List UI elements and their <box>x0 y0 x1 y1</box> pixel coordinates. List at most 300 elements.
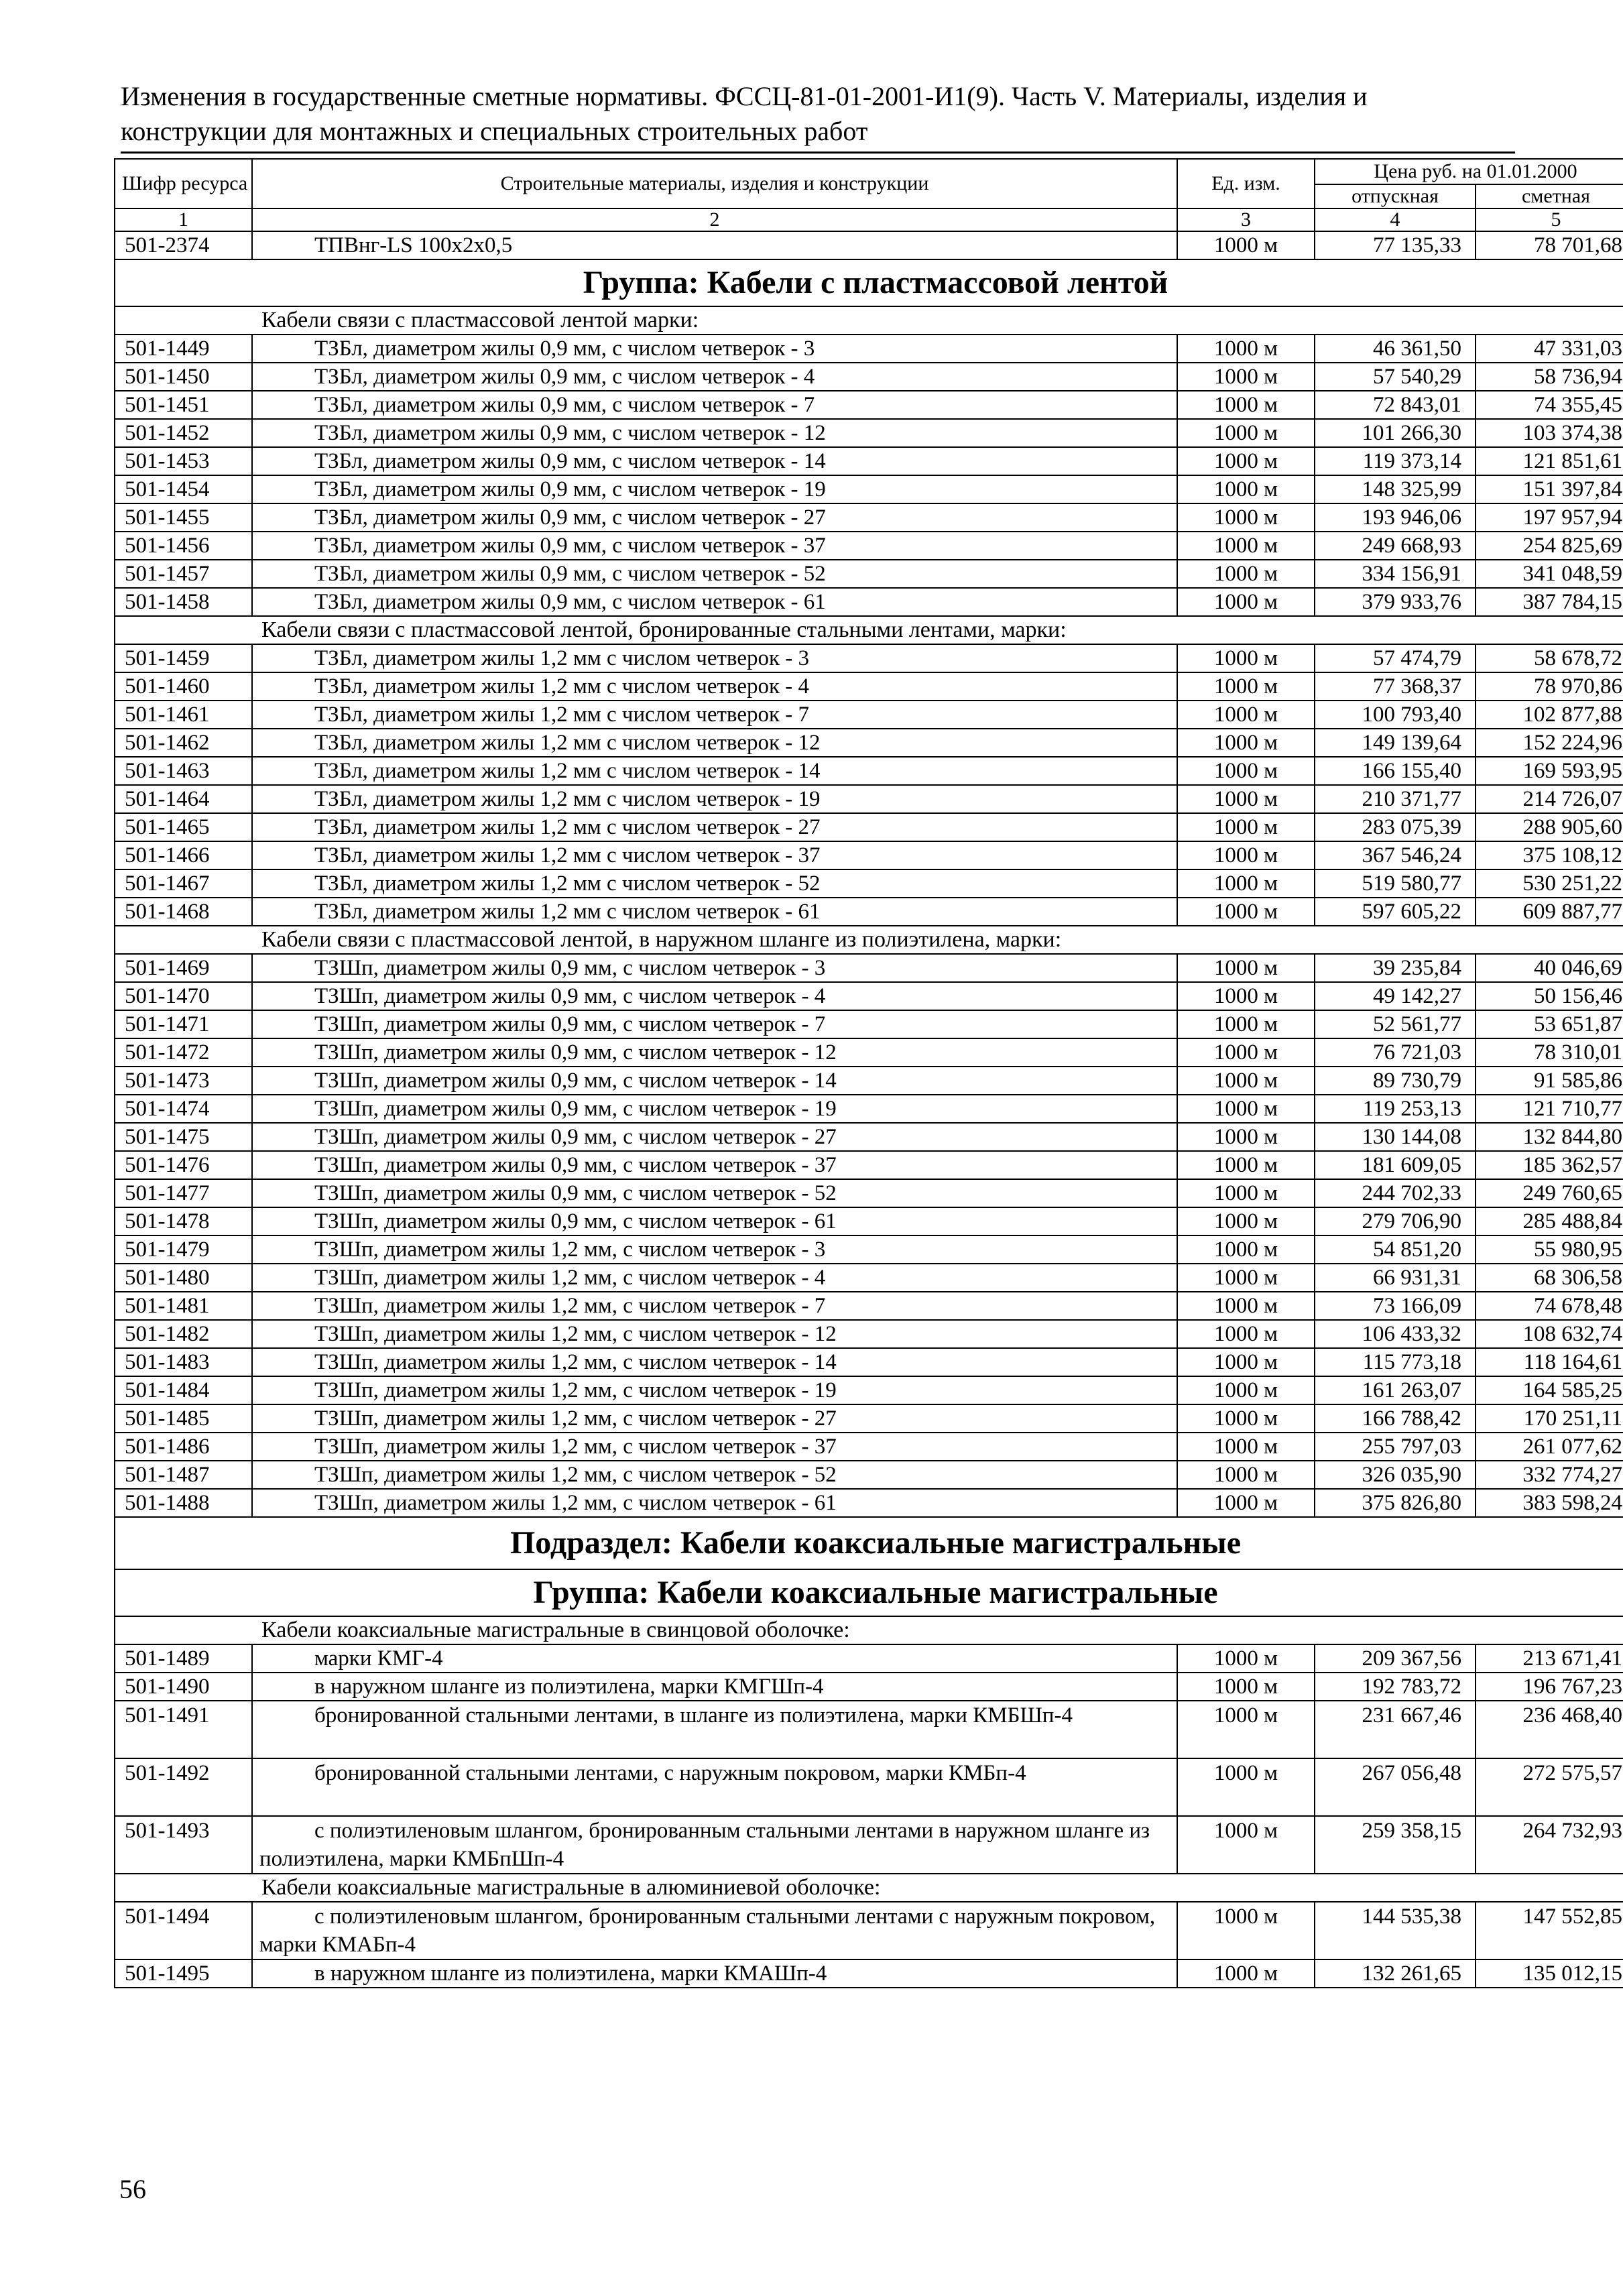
material-name: ТЗШп, диаметром жилы 0,9 мм, с числом четверок - 3 <box>252 954 1177 982</box>
release-price: 52 561,77 <box>1315 1010 1476 1038</box>
release-price: 326 035,90 <box>1315 1461 1476 1489</box>
material-name: ТЗШп, диаметром жилы 0,9 мм, с числом четверок - 19 <box>252 1095 1177 1123</box>
material-name: ТЗШп, диаметром жилы 1,2 мм, с числом четверок - 52 <box>252 1461 1177 1489</box>
release-price: 72 843,01 <box>1315 391 1476 419</box>
resource-code: 501-1454 <box>115 475 252 503</box>
group-heading: Группа: Кабели с пластмассовой лентой <box>115 259 1623 306</box>
material-name: в наружном шланге из полиэтилена, марки КМАШп-4 <box>252 1959 1177 1988</box>
release-price: 57 474,79 <box>1315 644 1476 672</box>
release-price: 181 609,05 <box>1315 1151 1476 1179</box>
resource-code: 501-1486 <box>115 1433 252 1461</box>
estimate-price: 147 552,85 <box>1476 1902 1623 1959</box>
release-price: 192 783,72 <box>1315 1673 1476 1701</box>
release-price: 119 253,13 <box>1315 1095 1476 1123</box>
resource-code: 501-1472 <box>115 1038 252 1067</box>
table-row <box>115 1235 1623 1264</box>
unit-cell: 1000 м <box>1177 1644 1315 1673</box>
release-price: 375 826,80 <box>1315 1489 1476 1517</box>
unit-cell: 1000 м <box>1177 869 1315 898</box>
unit-cell: 1000 м <box>1177 644 1315 672</box>
release-price: 279 706,90 <box>1315 1207 1476 1235</box>
unit-cell: 1000 м <box>1177 419 1315 447</box>
material-name: ТЗШп, диаметром жилы 0,9 мм, с числом четверок - 4 <box>252 982 1177 1010</box>
subgroup-row <box>115 1874 1623 1902</box>
table-row <box>115 644 1623 672</box>
table-row <box>115 1038 1623 1067</box>
table-row <box>115 757 1623 785</box>
table-row <box>115 231 1623 259</box>
table-row <box>115 532 1623 560</box>
unit-cell: 1000 м <box>1177 447 1315 475</box>
header-rule <box>121 152 1515 154</box>
unit-cell: 1000 м <box>1177 1067 1315 1095</box>
release-price: 119 373,14 <box>1315 447 1476 475</box>
release-price: 519 580,77 <box>1315 869 1476 898</box>
estimate-price: 341 048,59 <box>1476 560 1623 588</box>
release-price: 231 667,46 <box>1315 1701 1476 1758</box>
estimate-price: 132 844,80 <box>1476 1123 1623 1151</box>
estimate-price: 103 374,38 <box>1476 419 1623 447</box>
table-row <box>115 841 1623 869</box>
section-heading: Подраздел: Кабели коаксиальные магистральные <box>115 1517 1623 1569</box>
estimate-price: 68 306,58 <box>1476 1264 1623 1292</box>
estimate-price: 74 355,45 <box>1476 391 1623 419</box>
estimate-price: 58 736,94 <box>1476 363 1623 391</box>
estimate-price: 383 598,24 <box>1476 1489 1623 1517</box>
table-row <box>115 785 1623 813</box>
table-row <box>115 982 1623 1010</box>
resource-code: 501-1452 <box>115 419 252 447</box>
material-name: ТЗБл, диаметром жилы 0,9 мм, с числом четверок - 14 <box>252 447 1177 475</box>
resource-code: 501-1457 <box>115 560 252 588</box>
resource-code: 501-1482 <box>115 1320 252 1348</box>
table-row <box>115 1151 1623 1179</box>
estimate-price: 170 251,11 <box>1476 1404 1623 1433</box>
estimate-price: 152 224,96 <box>1476 729 1623 757</box>
resource-code: 501-1494 <box>115 1902 252 1959</box>
release-price: 255 797,03 <box>1315 1433 1476 1461</box>
estimate-price: 121 851,61 <box>1476 447 1623 475</box>
table-body <box>115 231 1623 1988</box>
material-name: ТЗБл, диаметром жилы 0,9 мм, с числом четверок - 12 <box>252 419 1177 447</box>
estimate-price: 261 077,62 <box>1476 1433 1623 1461</box>
table-row <box>115 475 1623 503</box>
release-price: 209 367,56 <box>1315 1644 1476 1673</box>
resource-code: 501-1478 <box>115 1207 252 1235</box>
material-name: ТЗБл, диаметром жилы 1,2 мм с числом четверок - 7 <box>252 701 1177 729</box>
unit-cell: 1000 м <box>1177 1673 1315 1701</box>
material-name: ТЗШп, диаметром жилы 1,2 мм, с числом четверок - 3 <box>252 1235 1177 1264</box>
table-row <box>115 869 1623 898</box>
unit-cell: 1000 м <box>1177 954 1315 982</box>
release-price: 148 325,99 <box>1315 475 1476 503</box>
material-name: ТЗБл, диаметром жилы 0,9 мм, с числом четверок - 27 <box>252 503 1177 532</box>
group-row <box>115 1569 1623 1616</box>
column-index: 5 <box>1476 208 1623 231</box>
resource-code: 501-1456 <box>115 532 252 560</box>
release-price: 66 931,31 <box>1315 1264 1476 1292</box>
table-row <box>115 1292 1623 1320</box>
unit-cell: 1000 м <box>1177 1235 1315 1264</box>
resource-code: 501-1449 <box>115 335 252 363</box>
resource-code: 501-1479 <box>115 1235 252 1264</box>
resource-code: 501-1485 <box>115 1404 252 1433</box>
material-name: бронированной стальными лентами, в шланге из полиэтилена, марки КМБШп-4 <box>252 1701 1177 1758</box>
resource-code: 501-1466 <box>115 841 252 869</box>
table-row <box>115 447 1623 475</box>
material-name: ТЗБл, диаметром жилы 1,2 мм с числом четверок - 61 <box>252 898 1177 926</box>
material-name: ТЗБл, диаметром жилы 1,2 мм с числом четверок - 52 <box>252 869 1177 898</box>
table-row <box>115 1644 1623 1673</box>
unit-cell: 1000 м <box>1177 1179 1315 1207</box>
estimate-price: 78 701,68 <box>1476 231 1623 259</box>
material-name: ТЗБл, диаметром жилы 0,9 мм, с числом четверок - 4 <box>252 363 1177 391</box>
unit-cell: 1000 м <box>1177 898 1315 926</box>
table-row <box>115 335 1623 363</box>
material-name: ТЗБл, диаметром жилы 1,2 мм с числом четверок - 4 <box>252 672 1177 701</box>
resource-code: 501-1453 <box>115 447 252 475</box>
estimate-price: 213 671,41 <box>1476 1644 1623 1673</box>
material-name: ТЗШп, диаметром жилы 0,9 мм, с числом четверок - 27 <box>252 1123 1177 1151</box>
resource-code: 501-1491 <box>115 1701 252 1758</box>
subgroup-heading: Кабели связи с пластмассовой лентой марки: <box>115 306 1623 335</box>
release-price: 77 135,33 <box>1315 231 1476 259</box>
subgroup-heading: Кабели коаксиальные магистральные в свинцовой оболочке: <box>115 1616 1623 1644</box>
release-price: 77 368,37 <box>1315 672 1476 701</box>
release-price: 193 946,06 <box>1315 503 1476 532</box>
release-price: 46 361,50 <box>1315 335 1476 363</box>
material-name: ТЗБл, диаметром жилы 0,9 мм, с числом четверок - 19 <box>252 475 1177 503</box>
subgroup-row <box>115 306 1623 335</box>
estimate-price: 236 468,40 <box>1476 1701 1623 1758</box>
release-price: 130 144,08 <box>1315 1123 1476 1151</box>
material-name: ТЗБл, диаметром жилы 0,9 мм, с числом четверок - 61 <box>252 588 1177 616</box>
table-row <box>115 898 1623 926</box>
section-row <box>115 1517 1623 1569</box>
resource-code: 501-1469 <box>115 954 252 982</box>
release-price: 39 235,84 <box>1315 954 1476 982</box>
release-price: 267 056,48 <box>1315 1758 1476 1816</box>
estimate-price: 58 678,72 <box>1476 644 1623 672</box>
page-number: 56 <box>119 2174 146 2204</box>
subgroup-heading: Кабели связи с пластмассовой лентой, бронированные стальными лентами, марки: <box>115 616 1623 644</box>
unit-cell: 1000 м <box>1177 1207 1315 1235</box>
resource-code: 501-1490 <box>115 1673 252 1701</box>
material-name: ТЗБл, диаметром жилы 1,2 мм с числом четверок - 37 <box>252 841 1177 869</box>
unit-cell: 1000 м <box>1177 1489 1315 1517</box>
table-row <box>115 1179 1623 1207</box>
estimate-price: 50 156,46 <box>1476 982 1623 1010</box>
table-row <box>115 1376 1623 1404</box>
estimate-price: 332 774,27 <box>1476 1461 1623 1489</box>
unit-cell: 1000 м <box>1177 813 1315 841</box>
unit-cell: 1000 м <box>1177 1404 1315 1433</box>
table-row <box>115 729 1623 757</box>
table-row <box>115 1902 1623 1959</box>
estimate-price: 530 251,22 <box>1476 869 1623 898</box>
table-row <box>115 391 1623 419</box>
column-index: 3 <box>1177 208 1315 231</box>
table-row <box>115 672 1623 701</box>
unit-cell: 1000 м <box>1177 588 1315 616</box>
header-estimate-price: сметная <box>1476 184 1623 208</box>
unit-cell: 1000 м <box>1177 560 1315 588</box>
material-name: ТЗБл, диаметром жилы 1,2 мм с числом четверок - 19 <box>252 785 1177 813</box>
unit-cell: 1000 м <box>1177 1959 1315 1988</box>
release-price: 259 358,15 <box>1315 1816 1476 1874</box>
estimate-price: 40 046,69 <box>1476 954 1623 982</box>
resource-code: 501-1489 <box>115 1644 252 1673</box>
material-name: с полиэтиленовым шлангом, бронированным стальными лентами в наружном шланге из полиэтилена, марки КМБпШп-4 <box>252 1816 1177 1874</box>
table-row <box>115 1461 1623 1489</box>
release-price: 283 075,39 <box>1315 813 1476 841</box>
resource-code: 501-1458 <box>115 588 252 616</box>
resource-code: 501-1473 <box>115 1067 252 1095</box>
header-line-2: конструкции для монтажных и специальных строительных работ <box>121 116 868 146</box>
release-price: 367 546,24 <box>1315 841 1476 869</box>
table-row <box>115 1123 1623 1151</box>
resource-code: 501-1451 <box>115 391 252 419</box>
group-heading: Группа: Кабели коаксиальные магистральные <box>115 1569 1623 1616</box>
resource-code: 501-1461 <box>115 701 252 729</box>
column-index: 1 <box>115 208 252 231</box>
subgroup-heading: Кабели связи с пластмассовой лентой, в наружном шланге из полиэтилена, марки: <box>115 926 1623 954</box>
estimate-price: 74 678,48 <box>1476 1292 1623 1320</box>
unit-cell: 1000 м <box>1177 757 1315 785</box>
header-price: Цена руб. на 01.01.2000 <box>1315 159 1623 184</box>
estimate-price: 387 784,15 <box>1476 588 1623 616</box>
table-row <box>115 1673 1623 1701</box>
estimate-price: 254 825,69 <box>1476 532 1623 560</box>
unit-cell: 1000 м <box>1177 982 1315 1010</box>
release-price: 132 261,65 <box>1315 1959 1476 1988</box>
material-name: ТЗШп, диаметром жилы 1,2 мм, с числом четверок - 14 <box>252 1348 1177 1376</box>
unit-cell: 1000 м <box>1177 1348 1315 1376</box>
header-unit: Ед. изм. <box>1177 159 1315 208</box>
resource-code: 501-2374 <box>115 231 252 259</box>
table-row <box>115 1959 1623 1988</box>
resource-code: 501-1465 <box>115 813 252 841</box>
table-row <box>115 1348 1623 1376</box>
material-name: ТЗБл, диаметром жилы 1,2 мм с числом четверок - 27 <box>252 813 1177 841</box>
material-name: ТЗШп, диаметром жилы 1,2 мм, с числом четверок - 37 <box>252 1433 1177 1461</box>
resource-code: 501-1484 <box>115 1376 252 1404</box>
unit-cell: 1000 м <box>1177 475 1315 503</box>
estimate-price: 47 331,03 <box>1476 335 1623 363</box>
release-price: 161 263,07 <box>1315 1376 1476 1404</box>
unit-cell: 1000 м <box>1177 729 1315 757</box>
table-row <box>115 1433 1623 1461</box>
unit-cell: 1000 м <box>1177 1320 1315 1348</box>
release-price: 100 793,40 <box>1315 701 1476 729</box>
estimate-price: 118 164,61 <box>1476 1348 1623 1376</box>
resource-code: 501-1462 <box>115 729 252 757</box>
release-price: 334 156,91 <box>1315 560 1476 588</box>
estimate-price: 169 593,95 <box>1476 757 1623 785</box>
resource-code: 501-1487 <box>115 1461 252 1489</box>
table-row <box>115 1701 1623 1758</box>
release-price: 149 139,64 <box>1315 729 1476 757</box>
page-header <box>121 79 1515 149</box>
unit-cell: 1000 м <box>1177 1376 1315 1404</box>
material-name: бронированной стальными лентами, с наружным покровом, марки КМБп-4 <box>252 1758 1177 1816</box>
resource-code: 501-1467 <box>115 869 252 898</box>
price-table <box>114 158 1623 1988</box>
estimate-price: 91 585,86 <box>1476 1067 1623 1095</box>
resource-code: 501-1471 <box>115 1010 252 1038</box>
release-price: 89 730,79 <box>1315 1067 1476 1095</box>
unit-cell: 1000 м <box>1177 785 1315 813</box>
resource-code: 501-1493 <box>115 1816 252 1874</box>
material-name: ТЗБл, диаметром жилы 0,9 мм, с числом четверок - 52 <box>252 560 1177 588</box>
material-name: ТЗШп, диаметром жилы 0,9 мм, с числом четверок - 12 <box>252 1038 1177 1067</box>
estimate-price: 197 957,94 <box>1476 503 1623 532</box>
table-row <box>115 588 1623 616</box>
resource-code: 501-1481 <box>115 1292 252 1320</box>
table-row <box>115 503 1623 532</box>
unit-cell: 1000 м <box>1177 1264 1315 1292</box>
release-price: 244 702,33 <box>1315 1179 1476 1207</box>
release-price: 73 166,09 <box>1315 1292 1476 1320</box>
table-row <box>115 363 1623 391</box>
table-row <box>115 701 1623 729</box>
material-name: ТЗШп, диаметром жилы 1,2 мм, с числом четверок - 61 <box>252 1489 1177 1517</box>
resource-code: 501-1470 <box>115 982 252 1010</box>
unit-cell: 1000 м <box>1177 701 1315 729</box>
material-name: ТЗБл, диаметром жилы 0,9 мм, с числом четверок - 3 <box>252 335 1177 363</box>
resource-code: 501-1480 <box>115 1264 252 1292</box>
unit-cell: 1000 м <box>1177 1292 1315 1320</box>
release-price: 379 933,76 <box>1315 588 1476 616</box>
release-price: 49 142,27 <box>1315 982 1476 1010</box>
material-name: ТЗШп, диаметром жилы 0,9 мм, с числом четверок - 52 <box>252 1179 1177 1207</box>
unit-cell: 1000 м <box>1177 503 1315 532</box>
unit-cell: 1000 м <box>1177 1433 1315 1461</box>
header-line-1: Изменения в государственные сметные нормативы. ФССЦ-81-01-2001-И1(9). Часть V. Материалы, изделия и <box>121 81 1368 111</box>
group-row <box>115 259 1623 306</box>
table-row <box>115 1758 1623 1816</box>
estimate-price: 53 651,87 <box>1476 1010 1623 1038</box>
release-price: 166 155,40 <box>1315 757 1476 785</box>
header-code: Шифр ресурса <box>115 159 252 208</box>
release-price: 597 605,22 <box>1315 898 1476 926</box>
unit-cell: 1000 м <box>1177 391 1315 419</box>
table-row <box>115 1207 1623 1235</box>
unit-cell: 1000 м <box>1177 1701 1315 1758</box>
estimate-price: 121 710,77 <box>1476 1095 1623 1123</box>
estimate-price: 55 980,95 <box>1476 1235 1623 1264</box>
material-name: ТЗБл, диаметром жилы 0,9 мм, с числом четверок - 37 <box>252 532 1177 560</box>
table-row <box>115 954 1623 982</box>
resource-code: 501-1463 <box>115 757 252 785</box>
resource-code: 501-1477 <box>115 1179 252 1207</box>
material-name: ТЗБл, диаметром жилы 1,2 мм с числом четверок - 14 <box>252 757 1177 785</box>
subgroup-row <box>115 616 1623 644</box>
unit-cell: 1000 м <box>1177 335 1315 363</box>
table-row <box>115 1489 1623 1517</box>
release-price: 210 371,77 <box>1315 785 1476 813</box>
resource-code: 501-1468 <box>115 898 252 926</box>
material-name: ТЗШп, диаметром жилы 1,2 мм, с числом четверок - 7 <box>252 1292 1177 1320</box>
estimate-price: 249 760,65 <box>1476 1179 1623 1207</box>
estimate-price: 285 488,84 <box>1476 1207 1623 1235</box>
unit-cell: 1000 м <box>1177 672 1315 701</box>
resource-code: 501-1460 <box>115 672 252 701</box>
estimate-price: 609 887,77 <box>1476 898 1623 926</box>
material-name: ТЗШп, диаметром жилы 0,9 мм, с числом четверок - 7 <box>252 1010 1177 1038</box>
resource-code: 501-1475 <box>115 1123 252 1151</box>
unit-cell: 1000 м <box>1177 1816 1315 1874</box>
estimate-price: 264 732,93 <box>1476 1816 1623 1874</box>
material-name: ТЗШп, диаметром жилы 0,9 мм, с числом четверок - 61 <box>252 1207 1177 1235</box>
estimate-price: 272 575,57 <box>1476 1758 1623 1816</box>
resource-code: 501-1464 <box>115 785 252 813</box>
material-name: ТЗШп, диаметром жилы 1,2 мм, с числом четверок - 19 <box>252 1376 1177 1404</box>
material-name: ТЗШп, диаметром жилы 1,2 мм, с числом четверок - 12 <box>252 1320 1177 1348</box>
release-price: 101 266,30 <box>1315 419 1476 447</box>
release-price: 57 540,29 <box>1315 363 1476 391</box>
unit-cell: 1000 м <box>1177 363 1315 391</box>
unit-cell: 1000 м <box>1177 1038 1315 1067</box>
resource-code: 501-1488 <box>115 1489 252 1517</box>
material-name: с полиэтиленовым шлангом, бронированным стальными лентами с наружным покровом, марки КМАБп-4 <box>252 1902 1177 1959</box>
table-row <box>115 560 1623 588</box>
estimate-price: 185 362,57 <box>1476 1151 1623 1179</box>
material-name: ТЗБл, диаметром жилы 1,2 мм с числом четверок - 3 <box>252 644 1177 672</box>
estimate-price: 102 877,88 <box>1476 701 1623 729</box>
estimate-price: 196 767,23 <box>1476 1673 1623 1701</box>
unit-cell: 1000 м <box>1177 841 1315 869</box>
table-row <box>115 1095 1623 1123</box>
release-price: 106 433,32 <box>1315 1320 1476 1348</box>
table-row <box>115 1067 1623 1095</box>
material-name: ТЗШп, диаметром жилы 0,9 мм, с числом четверок - 14 <box>252 1067 1177 1095</box>
material-name: ТЗШп, диаметром жилы 0,9 мм, с числом четверок - 37 <box>252 1151 1177 1179</box>
unit-cell: 1000 м <box>1177 1758 1315 1816</box>
release-price: 144 535,38 <box>1315 1902 1476 1959</box>
subgroup-row <box>115 1616 1623 1644</box>
release-price: 115 773,18 <box>1315 1348 1476 1376</box>
header-release-price: отпускная <box>1315 184 1476 208</box>
resource-code: 501-1495 <box>115 1959 252 1988</box>
material-name: ТЗШп, диаметром жилы 1,2 мм, с числом четверок - 27 <box>252 1404 1177 1433</box>
table-row <box>115 1320 1623 1348</box>
estimate-price: 78 310,01 <box>1476 1038 1623 1067</box>
estimate-price: 214 726,07 <box>1476 785 1623 813</box>
release-price: 54 851,20 <box>1315 1235 1476 1264</box>
table-row <box>115 1010 1623 1038</box>
material-name: ТЗБл, диаметром жилы 1,2 мм с числом четверок - 12 <box>252 729 1177 757</box>
resource-code: 501-1476 <box>115 1151 252 1179</box>
unit-cell: 1000 м <box>1177 532 1315 560</box>
resource-code: 501-1483 <box>115 1348 252 1376</box>
resource-code: 501-1455 <box>115 503 252 532</box>
resource-code: 501-1450 <box>115 363 252 391</box>
unit-cell: 1000 м <box>1177 1123 1315 1151</box>
subgroup-heading: Кабели коаксиальные магистральные в алюминиевой оболочке: <box>115 1874 1623 1902</box>
column-index: 2 <box>252 208 1177 231</box>
material-name: ТЗБл, диаметром жилы 0,9 мм, с числом четверок - 7 <box>252 391 1177 419</box>
resource-code: 501-1492 <box>115 1758 252 1816</box>
unit-cell: 1000 м <box>1177 1902 1315 1959</box>
material-name: ТЗШп, диаметром жилы 1,2 мм, с числом четверок - 4 <box>252 1264 1177 1292</box>
resource-code: 501-1474 <box>115 1095 252 1123</box>
estimate-price: 135 012,15 <box>1476 1959 1623 1988</box>
estimate-price: 78 970,86 <box>1476 672 1623 701</box>
unit-cell: 1000 м <box>1177 1010 1315 1038</box>
unit-cell: 1000 м <box>1177 1151 1315 1179</box>
material-name: в наружном шланге из полиэтилена, марки КМГШп-4 <box>252 1673 1177 1701</box>
